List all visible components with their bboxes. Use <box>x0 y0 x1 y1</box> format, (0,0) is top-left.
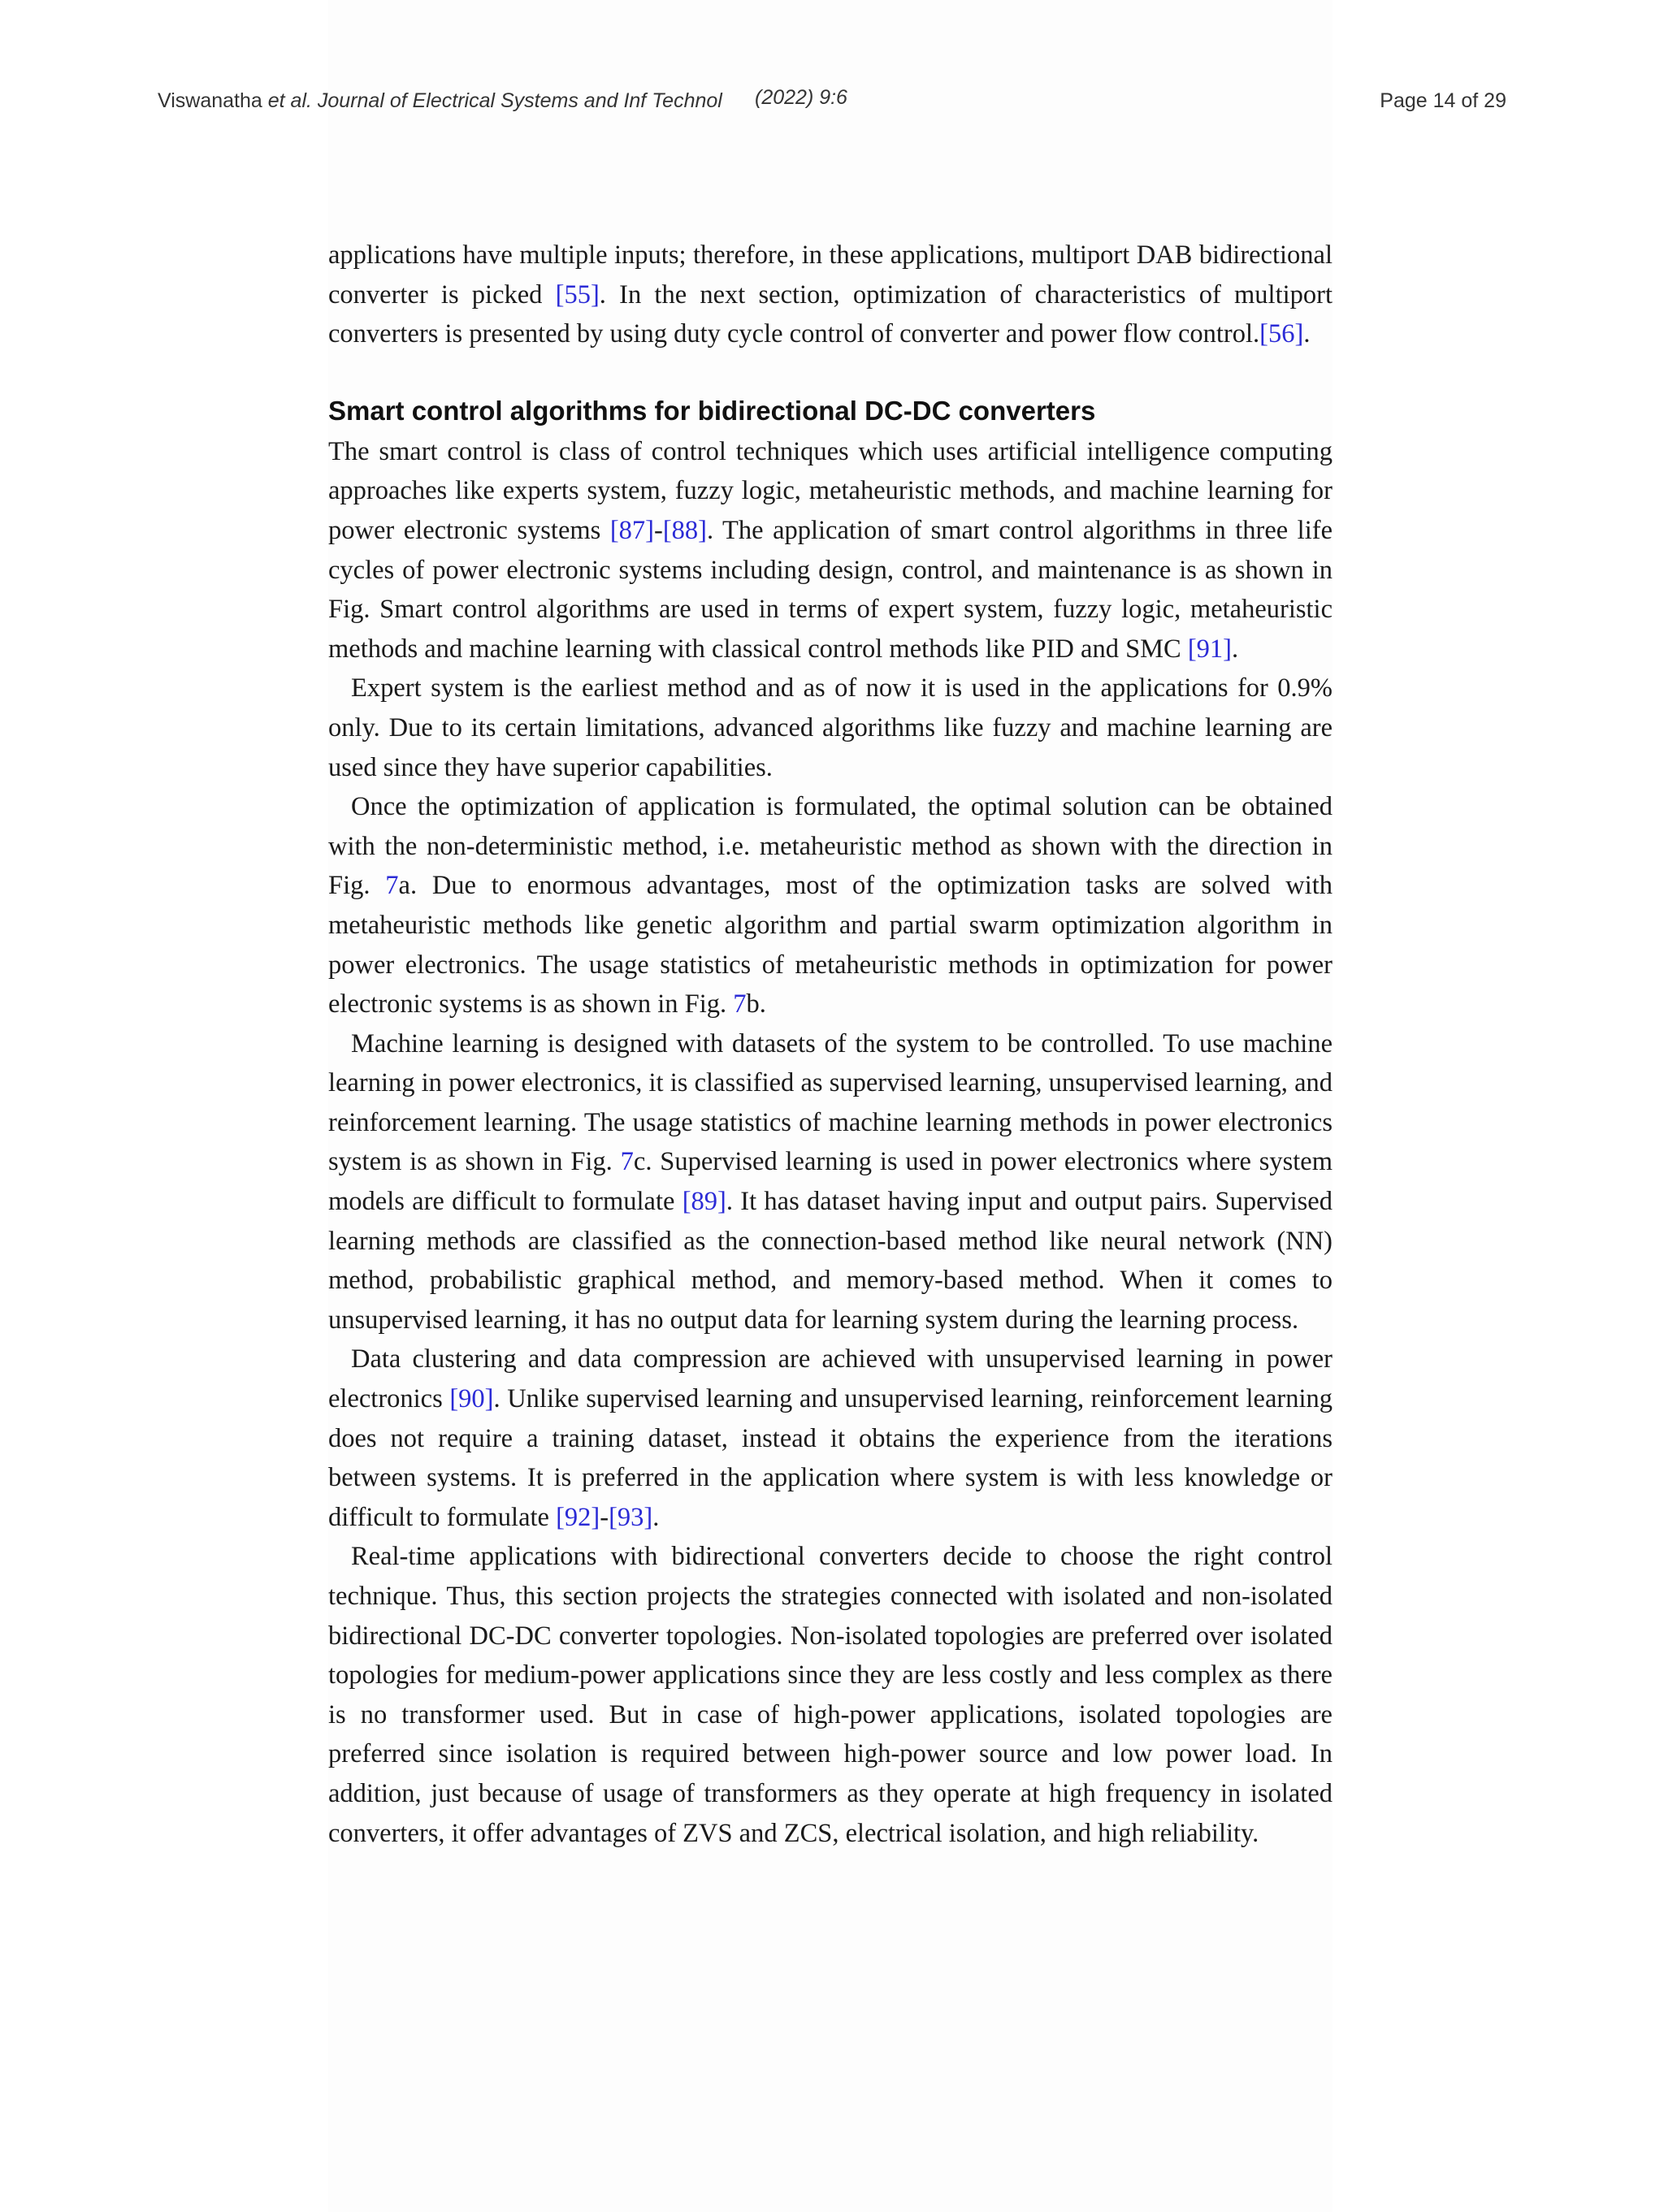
figure-link[interactable]: 7 <box>385 871 399 901</box>
paragraph-smart-control: The smart control is class of control techniques which uses artificial intelligence computing approaches like experts system, fuzzy logic, metaheuristic methods, and machine learning for power electronic systems [87]-[88]. The application of smart control algorithms in three life cycles of power electronic systems including design, control, and maintenance is as shown in Fig. Smart control algorithms are used in terms of expert system, fuzzy logic, metaheuristic methods and machine learning with classical control methods like PID and SMC [91]. <box>328 436 1332 664</box>
citation-link[interactable]: [89] <box>682 1187 726 1217</box>
figure-link[interactable]: 7 <box>620 1147 634 1177</box>
citation-link[interactable]: [91] <box>1187 634 1233 664</box>
citation-link[interactable]: [90] <box>449 1384 494 1414</box>
authors: Viswanatha <box>158 89 268 112</box>
citation-link[interactable]: [93] <box>609 1502 653 1532</box>
citation-link[interactable]: [88] <box>662 515 707 545</box>
paragraph-unsupervised: Data clustering and data compression are achieved with unsupervised learning in power electronics [90]. Unlike supervised learning and unsupervised learning, reinforcement learning does not require a training dataset, instead it obtains the experience from the iterations between systems. It is preferred in the application where system is with less knowledge or difficult to formulate [92]-[93]. <box>328 1344 1332 1532</box>
citation-link[interactable]: [87] <box>609 515 654 545</box>
year-volume: (2022) 9:6 <box>755 86 847 109</box>
figure-link[interactable]: 7 <box>733 989 747 1019</box>
paragraph-metaheuristic: Once the optimization of application is formulated, the optimal solution can be obtained with the non-deterministic method, i.e. metaheuristic method as shown with the direction in Fig. 7a. Due to enormous advantages, most of the optimization tasks are solved with metaheuristic methods like genetic algorithm and partial swarm optimization algorithm in power electronics. The usage statistics of metaheuristic methods in optimization for power electronic systems is as shown in Fig. 7b. <box>328 792 1333 1019</box>
journal-name: Journal of Electrical Systems and Inf Technol <box>311 89 722 112</box>
section-heading: Smart control algorithms for bidirectional DC-DC converters <box>328 395 1096 426</box>
running-head <box>158 86 1506 119</box>
paragraph-expert-system: Expert system is the earliest method and as of now it is used in the applications for 0.9% only. Due to its certain limitations, advanced algorithms like fuzzy and machine learning are used since they have superior capabilities. <box>328 673 1332 782</box>
article-body <box>328 236 1332 1853</box>
citation-link[interactable]: [55] <box>555 279 600 310</box>
et-al: et al. <box>267 89 312 112</box>
intro-paragraph: applications have multiple inputs; therefore, in these applications, multiport DAB bidirectional converter is picked [55]. In the next section, optimization of characteristics of multiport converters is presented by using duty cycle control of converter and power flow control.[56]. <box>328 240 1332 349</box>
page-number: Page 14 of 29 <box>1380 89 1506 112</box>
citation-line <box>158 89 722 113</box>
paragraph-machine-learning: Machine learning is designed with datasets of the system to be controlled. To use machine learning in power electronics, it is classified as supervised learning, unsupervised learning, and reinforcement learning. The usage statistics of machine learning methods in power electronics system is as shown in Fig. 7c. Supervised learning is used in power electronics where system models are difficult to formulate [89]. It has dataset having input and output pairs. Supervised learning methods are classified as the connection-based method like neural network (NN) method, probabilistic graphical method, and memory-based method. When it comes to unsupervised learning, it has no output data for learning system during the learning process. <box>328 1028 1332 1335</box>
citation-link[interactable]: [92] <box>556 1502 600 1532</box>
paragraph-real-time: Real-time applications with bidirectional converters decide to choose the right control technique. Thus, this section projects the strategies connected with isolated and non-isolated bidirectional DC-DC converter topologies. Non-isolated topologies are preferred over isolated topologies for medium-power applications since they are less costly and less complex as there is no transformer used. But in case of high-power applications, isolated topologies are preferred since isolation is required between high-power source and low power load. In addition, just because of usage of transformers as they operate at high frequency in isolated converters, it offer advantages of ZVS and ZCS, electrical isolation, and high reliability. <box>328 1542 1332 1848</box>
citation-link[interactable]: [56] <box>1259 319 1304 349</box>
